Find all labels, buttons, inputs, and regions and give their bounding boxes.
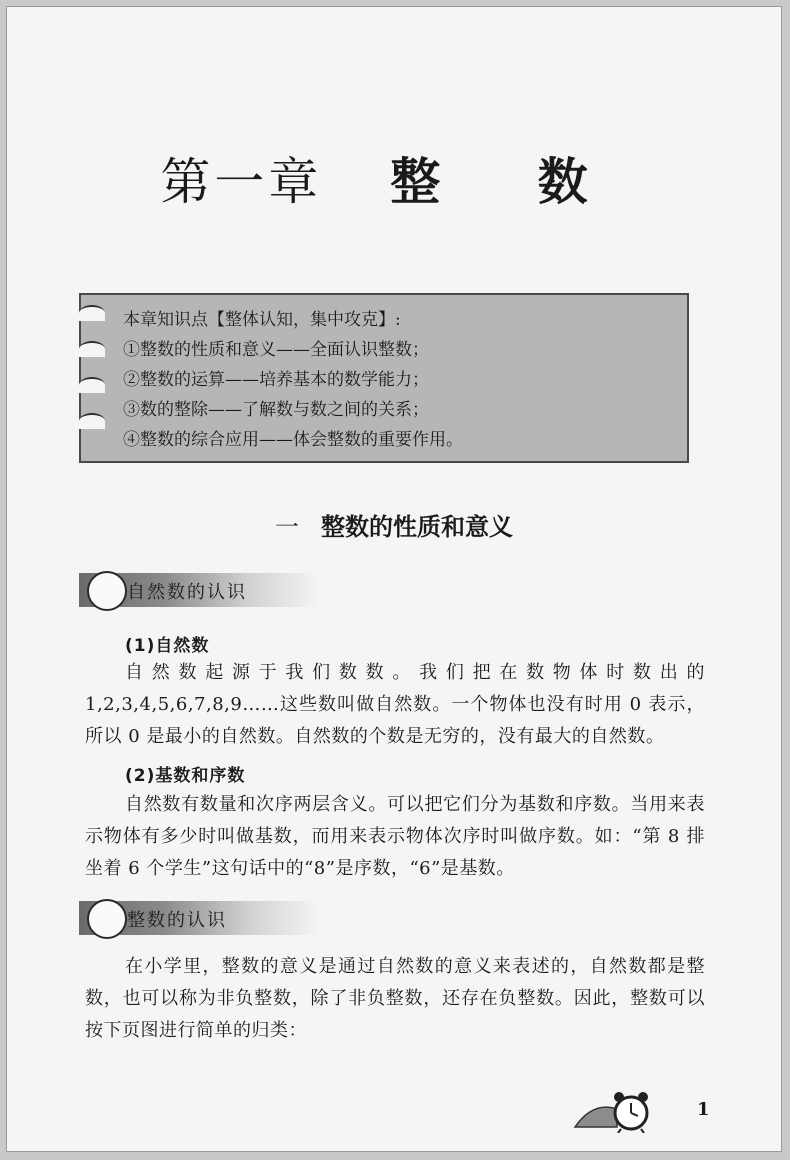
subsection-heading: (1)自然数 [125,636,210,656]
book-page [6,6,782,1152]
topic-label: 整数的认识 [127,910,227,931]
hole-icon [79,341,105,357]
chapter-prefix: 第一章 [160,153,323,211]
chapter-title [7,142,781,214]
circle-icon [87,571,127,611]
hole-icon [79,413,105,429]
section-number: 一 [275,513,299,541]
paragraph: 自然数有数量和次序两层含义。可以把它们分为基数和序数。当用来表示物体有多少时叫做基数，而用来表示物体次序时叫做序数。如：“第 8 排坐着 6 个学生”这句话中的“8”是序数，“6”是基数。 [85,794,705,879]
page-number: 1 [697,1099,710,1120]
knowledge-item: ①整数的性质和意义——全面认识整数； [123,340,429,360]
chapter-name: 整 数 [390,152,628,211]
knowledge-heading: 本章知识点【整体认知，集中攻克】: [123,310,401,330]
circle-icon [87,899,127,939]
knowledge-item: ③数的整除——了解数与数之间的关系； [123,400,429,420]
paragraph: 自然数起源于我们数数。我们把在数物体时数出的 1,2,3,4,5,6,7,8,9……这些数叫做自然数。一个物体也没有时用 0 表示，所以 0 是最小的自然数。自然数的个数是无穷的，没有最大的自然数。 [85,662,705,747]
topic-tag-integers [79,901,319,935]
hole-icon [79,377,105,393]
knowledge-item: ④整数的综合应用——体会整数的重要作用。 [123,430,463,450]
section-name: 整数的性质和意义 [321,513,513,541]
topic-label: 自然数的认识 [127,582,247,603]
alarm-clock-icon [573,1087,659,1133]
paragraph: 在小学里，整数的意义是通过自然数的意义来表述的，自然数都是整数，也可以称为非负整数，除了非负整数，还存在负整数。因此，整数可以按下页图进行简单的归类： [85,956,705,1041]
knowledge-item: ②整数的运算——培养基本的数学能力； [123,370,429,390]
knowledge-points-box [79,293,689,463]
hole-icon [79,305,105,321]
subsection-heading: (2)基数和序数 [125,766,246,786]
topic-tag-natural-numbers [79,573,319,607]
section-title [7,507,781,542]
